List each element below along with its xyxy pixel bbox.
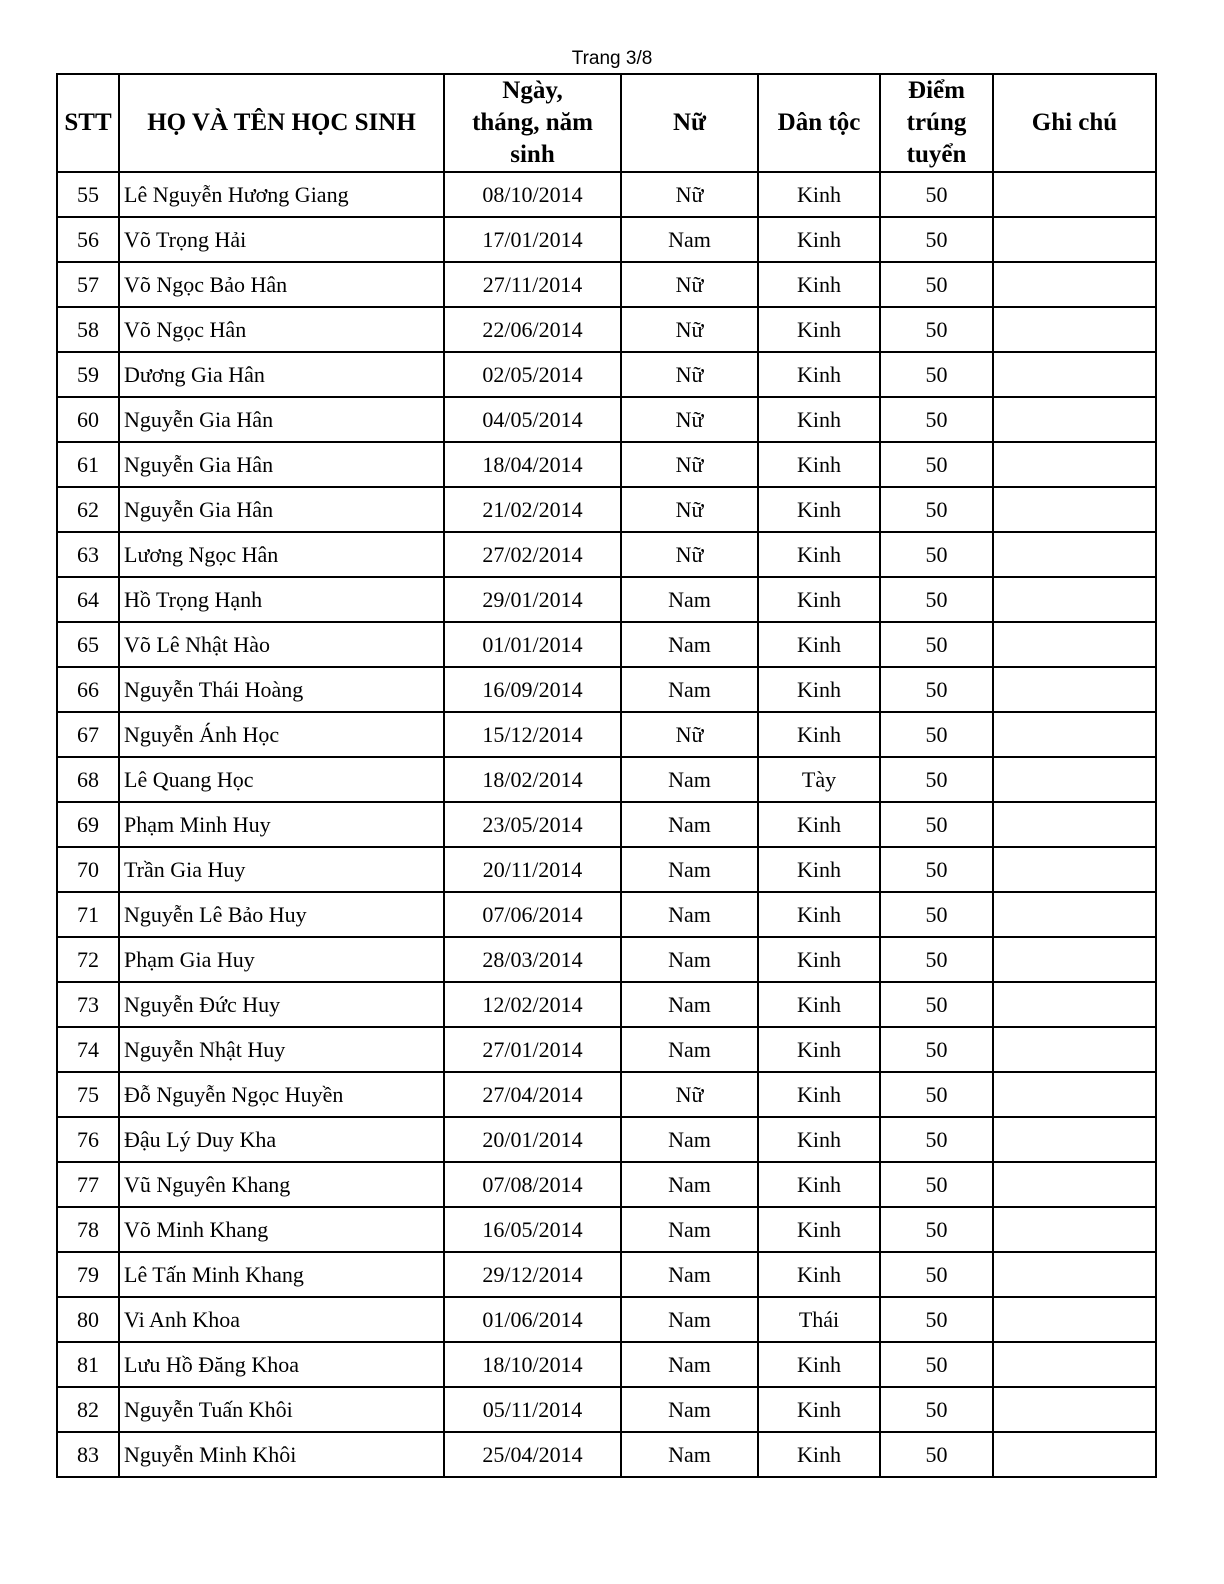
table-row bbox=[57, 1342, 1156, 1387]
cell-notes bbox=[993, 757, 1156, 802]
cell-date-of-birth: 20/01/2014 bbox=[444, 1117, 621, 1162]
cell-ethnicity: Kinh bbox=[758, 1162, 880, 1207]
cell-ethnicity: Kinh bbox=[758, 487, 880, 532]
cell-stt: 67 bbox=[57, 712, 119, 757]
cell-gender: Nam bbox=[621, 1432, 758, 1477]
cell-student-name: Nguyễn Minh Khôi bbox=[119, 1432, 444, 1477]
table-row bbox=[57, 667, 1156, 712]
cell-notes bbox=[993, 937, 1156, 982]
cell-admission-score: 50 bbox=[880, 172, 993, 217]
header-notes: Ghi chú bbox=[993, 74, 1156, 172]
cell-notes bbox=[993, 1387, 1156, 1432]
cell-notes bbox=[993, 1342, 1156, 1387]
cell-gender: Nam bbox=[621, 1297, 758, 1342]
cell-student-name: Phạm Gia Huy bbox=[119, 937, 444, 982]
table-row bbox=[57, 307, 1156, 352]
cell-student-name: Võ Trọng Hải bbox=[119, 217, 444, 262]
table-row bbox=[57, 1297, 1156, 1342]
table-row bbox=[57, 397, 1156, 442]
table-row bbox=[57, 262, 1156, 307]
cell-student-name: Đậu Lý Duy Kha bbox=[119, 1117, 444, 1162]
cell-ethnicity: Kinh bbox=[758, 352, 880, 397]
page-number: Trang 3/8 bbox=[571, 48, 653, 69]
cell-date-of-birth: 04/05/2014 bbox=[444, 397, 621, 442]
table-row bbox=[57, 442, 1156, 487]
cell-stt: 61 bbox=[57, 442, 119, 487]
cell-student-name: Nguyễn Nhật Huy bbox=[119, 1027, 444, 1072]
cell-admission-score: 50 bbox=[880, 1027, 993, 1072]
table-row bbox=[57, 1252, 1156, 1297]
cell-ethnicity: Kinh bbox=[758, 1387, 880, 1432]
cell-stt: 75 bbox=[57, 1072, 119, 1117]
cell-notes bbox=[993, 442, 1156, 487]
table-row bbox=[57, 1207, 1156, 1252]
cell-notes bbox=[993, 622, 1156, 667]
cell-date-of-birth: 20/11/2014 bbox=[444, 847, 621, 892]
cell-ethnicity: Kinh bbox=[758, 937, 880, 982]
cell-stt: 80 bbox=[57, 1297, 119, 1342]
cell-ethnicity: Kinh bbox=[758, 1072, 880, 1117]
table-row bbox=[57, 1162, 1156, 1207]
cell-stt: 63 bbox=[57, 532, 119, 577]
cell-stt: 65 bbox=[57, 622, 119, 667]
cell-date-of-birth: 16/09/2014 bbox=[444, 667, 621, 712]
cell-date-of-birth: 28/03/2014 bbox=[444, 937, 621, 982]
cell-ethnicity: Kinh bbox=[758, 307, 880, 352]
cell-student-name: Lê Tấn Minh Khang bbox=[119, 1252, 444, 1297]
cell-stt: 60 bbox=[57, 397, 119, 442]
cell-date-of-birth: 17/01/2014 bbox=[444, 217, 621, 262]
cell-admission-score: 50 bbox=[880, 1252, 993, 1297]
cell-stt: 77 bbox=[57, 1162, 119, 1207]
cell-notes bbox=[993, 397, 1156, 442]
cell-stt: 71 bbox=[57, 892, 119, 937]
table-row bbox=[57, 757, 1156, 802]
cell-date-of-birth: 23/05/2014 bbox=[444, 802, 621, 847]
cell-stt: 58 bbox=[57, 307, 119, 352]
cell-stt: 83 bbox=[57, 1432, 119, 1477]
cell-gender: Nữ bbox=[621, 487, 758, 532]
cell-notes bbox=[993, 307, 1156, 352]
cell-ethnicity: Tày bbox=[758, 757, 880, 802]
table-body bbox=[57, 172, 1156, 1477]
table-row bbox=[57, 982, 1156, 1027]
table-row bbox=[57, 577, 1156, 622]
cell-notes bbox=[993, 982, 1156, 1027]
cell-admission-score: 50 bbox=[880, 802, 993, 847]
cell-student-name: Nguyễn Đức Huy bbox=[119, 982, 444, 1027]
header-admission-score: Điểm trúng tuyển bbox=[880, 74, 993, 172]
cell-student-name: Nguyễn Gia Hân bbox=[119, 442, 444, 487]
cell-notes bbox=[993, 1297, 1156, 1342]
cell-date-of-birth: 02/05/2014 bbox=[444, 352, 621, 397]
cell-stt: 68 bbox=[57, 757, 119, 802]
cell-date-of-birth: 18/02/2014 bbox=[444, 757, 621, 802]
cell-date-of-birth: 27/04/2014 bbox=[444, 1072, 621, 1117]
cell-ethnicity: Kinh bbox=[758, 847, 880, 892]
cell-ethnicity: Kinh bbox=[758, 217, 880, 262]
cell-date-of-birth: 08/10/2014 bbox=[444, 172, 621, 217]
cell-notes bbox=[993, 1432, 1156, 1477]
cell-admission-score: 50 bbox=[880, 1297, 993, 1342]
cell-gender: Nữ bbox=[621, 262, 758, 307]
cell-student-name: Vi Anh Khoa bbox=[119, 1297, 444, 1342]
cell-date-of-birth: 27/01/2014 bbox=[444, 1027, 621, 1072]
cell-ethnicity: Kinh bbox=[758, 667, 880, 712]
cell-student-name: Hồ Trọng Hạnh bbox=[119, 577, 444, 622]
cell-stt: 55 bbox=[57, 172, 119, 217]
cell-gender: Nam bbox=[621, 982, 758, 1027]
cell-student-name: Dương Gia Hân bbox=[119, 352, 444, 397]
cell-gender: Nữ bbox=[621, 307, 758, 352]
header-female: Nữ bbox=[621, 74, 758, 172]
cell-admission-score: 50 bbox=[880, 307, 993, 352]
cell-gender: Nữ bbox=[621, 1072, 758, 1117]
cell-notes bbox=[993, 1162, 1156, 1207]
cell-admission-score: 50 bbox=[880, 937, 993, 982]
cell-date-of-birth: 18/10/2014 bbox=[444, 1342, 621, 1387]
table-row bbox=[57, 532, 1156, 577]
cell-ethnicity: Kinh bbox=[758, 802, 880, 847]
cell-date-of-birth: 07/08/2014 bbox=[444, 1162, 621, 1207]
cell-admission-score: 50 bbox=[880, 757, 993, 802]
cell-admission-score: 50 bbox=[880, 397, 993, 442]
cell-admission-score: 50 bbox=[880, 1162, 993, 1207]
cell-date-of-birth: 15/12/2014 bbox=[444, 712, 621, 757]
cell-notes bbox=[993, 892, 1156, 937]
cell-admission-score: 50 bbox=[880, 667, 993, 712]
cell-notes bbox=[993, 217, 1156, 262]
cell-notes bbox=[993, 1117, 1156, 1162]
cell-ethnicity: Kinh bbox=[758, 1027, 880, 1072]
cell-stt: 56 bbox=[57, 217, 119, 262]
cell-stt: 74 bbox=[57, 1027, 119, 1072]
cell-stt: 82 bbox=[57, 1387, 119, 1432]
cell-date-of-birth: 05/11/2014 bbox=[444, 1387, 621, 1432]
cell-student-name: Lương Ngọc Hân bbox=[119, 532, 444, 577]
cell-ethnicity: Kinh bbox=[758, 892, 880, 937]
cell-admission-score: 50 bbox=[880, 577, 993, 622]
cell-gender: Nữ bbox=[621, 712, 758, 757]
cell-date-of-birth: 21/02/2014 bbox=[444, 487, 621, 532]
cell-student-name: Nguyễn Gia Hân bbox=[119, 487, 444, 532]
cell-gender: Nam bbox=[621, 847, 758, 892]
cell-gender: Nam bbox=[621, 577, 758, 622]
cell-ethnicity: Kinh bbox=[758, 1207, 880, 1252]
cell-student-name: Trần Gia Huy bbox=[119, 847, 444, 892]
cell-notes bbox=[993, 802, 1156, 847]
cell-student-name: Võ Ngọc Bảo Hân bbox=[119, 262, 444, 307]
cell-gender: Nữ bbox=[621, 352, 758, 397]
cell-admission-score: 50 bbox=[880, 442, 993, 487]
cell-notes bbox=[993, 1027, 1156, 1072]
cell-stt: 57 bbox=[57, 262, 119, 307]
cell-ethnicity: Kinh bbox=[758, 262, 880, 307]
cell-admission-score: 50 bbox=[880, 892, 993, 937]
cell-ethnicity: Kinh bbox=[758, 172, 880, 217]
cell-admission-score: 50 bbox=[880, 982, 993, 1027]
table-row bbox=[57, 1432, 1156, 1477]
cell-gender: Nam bbox=[621, 1117, 758, 1162]
cell-student-name: Võ Minh Khang bbox=[119, 1207, 444, 1252]
cell-notes bbox=[993, 262, 1156, 307]
cell-student-name: Nguyễn Gia Hân bbox=[119, 397, 444, 442]
cell-ethnicity: Kinh bbox=[758, 982, 880, 1027]
cell-admission-score: 50 bbox=[880, 1387, 993, 1432]
cell-date-of-birth: 07/06/2014 bbox=[444, 892, 621, 937]
cell-student-name: Nguyễn Tuấn Khôi bbox=[119, 1387, 444, 1432]
cell-notes bbox=[993, 172, 1156, 217]
cell-gender: Nam bbox=[621, 757, 758, 802]
cell-gender: Nam bbox=[621, 217, 758, 262]
cell-ethnicity: Kinh bbox=[758, 577, 880, 622]
cell-stt: 79 bbox=[57, 1252, 119, 1297]
cell-stt: 76 bbox=[57, 1117, 119, 1162]
table-row bbox=[57, 1027, 1156, 1072]
cell-gender: Nam bbox=[621, 1207, 758, 1252]
cell-stt: 69 bbox=[57, 802, 119, 847]
cell-gender: Nam bbox=[621, 1027, 758, 1072]
cell-student-name: Nguyễn Ánh Học bbox=[119, 712, 444, 757]
cell-date-of-birth: 22/06/2014 bbox=[444, 307, 621, 352]
cell-admission-score: 50 bbox=[880, 217, 993, 262]
student-roster-table bbox=[56, 73, 1157, 1478]
cell-admission-score: 50 bbox=[880, 1432, 993, 1477]
cell-notes bbox=[993, 532, 1156, 577]
cell-student-name: Võ Ngọc Hân bbox=[119, 307, 444, 352]
table-row bbox=[57, 352, 1156, 397]
cell-ethnicity: Kinh bbox=[758, 622, 880, 667]
cell-date-of-birth: 27/02/2014 bbox=[444, 532, 621, 577]
cell-notes bbox=[993, 487, 1156, 532]
cell-stt: 59 bbox=[57, 352, 119, 397]
cell-date-of-birth: 01/01/2014 bbox=[444, 622, 621, 667]
cell-notes bbox=[993, 712, 1156, 757]
cell-admission-score: 50 bbox=[880, 1342, 993, 1387]
cell-gender: Nữ bbox=[621, 442, 758, 487]
cell-student-name: Nguyễn Thái Hoàng bbox=[119, 667, 444, 712]
cell-gender: Nữ bbox=[621, 172, 758, 217]
cell-stt: 70 bbox=[57, 847, 119, 892]
cell-date-of-birth: 01/06/2014 bbox=[444, 1297, 621, 1342]
cell-stt: 72 bbox=[57, 937, 119, 982]
cell-gender: Nam bbox=[621, 802, 758, 847]
header-student-name: HỌ VÀ TÊN HỌC SINH bbox=[119, 74, 444, 172]
cell-ethnicity: Kinh bbox=[758, 532, 880, 577]
cell-admission-score: 50 bbox=[880, 352, 993, 397]
cell-admission-score: 50 bbox=[880, 1117, 993, 1162]
cell-date-of-birth: 27/11/2014 bbox=[444, 262, 621, 307]
cell-gender: Nam bbox=[621, 622, 758, 667]
cell-stt: 64 bbox=[57, 577, 119, 622]
cell-ethnicity: Kinh bbox=[758, 397, 880, 442]
cell-gender: Nam bbox=[621, 892, 758, 937]
table-row bbox=[57, 172, 1156, 217]
cell-student-name: Phạm Minh Huy bbox=[119, 802, 444, 847]
header-row bbox=[57, 74, 1156, 172]
cell-gender: Nam bbox=[621, 1342, 758, 1387]
cell-ethnicity: Kinh bbox=[758, 1117, 880, 1162]
header-date-of-birth: Ngày, tháng, năm sinh bbox=[444, 74, 621, 172]
cell-date-of-birth: 16/05/2014 bbox=[444, 1207, 621, 1252]
cell-notes bbox=[993, 1207, 1156, 1252]
cell-gender: Nữ bbox=[621, 397, 758, 442]
table-row bbox=[57, 1072, 1156, 1117]
table-row bbox=[57, 802, 1156, 847]
table-row bbox=[57, 712, 1156, 757]
cell-date-of-birth: 29/12/2014 bbox=[444, 1252, 621, 1297]
cell-gender: Nam bbox=[621, 667, 758, 712]
cell-ethnicity: Kinh bbox=[758, 442, 880, 487]
cell-notes bbox=[993, 352, 1156, 397]
cell-student-name: Vũ Nguyên Khang bbox=[119, 1162, 444, 1207]
cell-ethnicity: Kinh bbox=[758, 1252, 880, 1297]
cell-ethnicity: Kinh bbox=[758, 1432, 880, 1477]
cell-gender: Nữ bbox=[621, 532, 758, 577]
table-row bbox=[57, 217, 1156, 262]
cell-date-of-birth: 29/01/2014 bbox=[444, 577, 621, 622]
table-row bbox=[57, 487, 1156, 532]
table-row bbox=[57, 892, 1156, 937]
cell-student-name: Lưu Hồ Đăng Khoa bbox=[119, 1342, 444, 1387]
cell-notes bbox=[993, 577, 1156, 622]
cell-admission-score: 50 bbox=[880, 847, 993, 892]
cell-date-of-birth: 18/04/2014 bbox=[444, 442, 621, 487]
cell-student-name: Lê Nguyễn Hương Giang bbox=[119, 172, 444, 217]
cell-gender: Nam bbox=[621, 1162, 758, 1207]
cell-student-name: Lê Quang Học bbox=[119, 757, 444, 802]
cell-ethnicity: Thái bbox=[758, 1297, 880, 1342]
cell-stt: 78 bbox=[57, 1207, 119, 1252]
cell-admission-score: 50 bbox=[880, 1072, 993, 1117]
cell-stt: 73 bbox=[57, 982, 119, 1027]
cell-date-of-birth: 12/02/2014 bbox=[444, 982, 621, 1027]
cell-admission-score: 50 bbox=[880, 532, 993, 577]
table-row bbox=[57, 847, 1156, 892]
cell-ethnicity: Kinh bbox=[758, 712, 880, 757]
cell-date-of-birth: 25/04/2014 bbox=[444, 1432, 621, 1477]
table-row bbox=[57, 622, 1156, 667]
cell-stt: 66 bbox=[57, 667, 119, 712]
cell-gender: Nam bbox=[621, 1252, 758, 1297]
cell-gender: Nam bbox=[621, 937, 758, 982]
header-stt: STT bbox=[57, 74, 119, 172]
cell-notes bbox=[993, 667, 1156, 712]
cell-notes bbox=[993, 1072, 1156, 1117]
table-row bbox=[57, 1117, 1156, 1162]
cell-admission-score: 50 bbox=[880, 262, 993, 307]
cell-notes bbox=[993, 847, 1156, 892]
cell-student-name: Nguyễn Lê Bảo Huy bbox=[119, 892, 444, 937]
table-row bbox=[57, 1387, 1156, 1432]
cell-stt: 81 bbox=[57, 1342, 119, 1387]
cell-gender: Nam bbox=[621, 1387, 758, 1432]
cell-ethnicity: Kinh bbox=[758, 1342, 880, 1387]
table-row bbox=[57, 937, 1156, 982]
cell-admission-score: 50 bbox=[880, 1207, 993, 1252]
cell-notes bbox=[993, 1252, 1156, 1297]
cell-stt: 62 bbox=[57, 487, 119, 532]
header-ethnicity: Dân tộc bbox=[758, 74, 880, 172]
cell-student-name: Đỗ Nguyễn Ngọc Huyền bbox=[119, 1072, 444, 1117]
cell-admission-score: 50 bbox=[880, 622, 993, 667]
cell-admission-score: 50 bbox=[880, 712, 993, 757]
cell-admission-score: 50 bbox=[880, 487, 993, 532]
cell-student-name: Võ Lê Nhật Hào bbox=[119, 622, 444, 667]
